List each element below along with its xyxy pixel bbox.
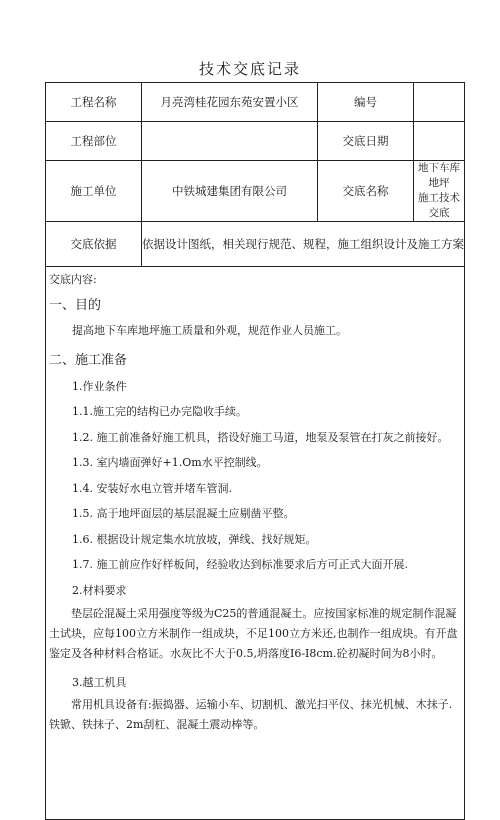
- sub-tools-text: 常用机具设备有:振捣器、运输小车、切割机、激光扫平仪、抹光机械、木抹子.铁锨、铁抹子、2m刮杠、混凝土震动棒等。: [49, 698, 453, 731]
- number-value: [414, 83, 465, 122]
- date-value: [414, 122, 465, 161]
- condition-item: 1.4. 安装好水电立管并堵车管洞.: [72, 482, 232, 495]
- brief-name-value-line2: 施工技术交底: [418, 192, 460, 219]
- department-label: 工程部位: [46, 122, 142, 161]
- condition-item: 1.5. 高于地坪面层的基层混凝土应剔凿平整。: [72, 507, 295, 520]
- contractor-value: 中铁城建集团有限公司: [142, 161, 318, 222]
- project-name-label: 工程名称: [46, 83, 142, 122]
- briefing-content: [46, 267, 464, 819]
- condition-item: 1.3. 室内墙面弹好+1.Om水平控制线。: [72, 456, 268, 469]
- department-value: [142, 122, 318, 161]
- number-label: 编号: [318, 83, 414, 122]
- basis-label: 交底依据: [46, 222, 142, 267]
- project-name-value: 月亮湾桂花园东苑安置小区: [142, 83, 318, 122]
- sub-material-title: 2.材料要求: [72, 584, 127, 597]
- brief-name-value: [414, 161, 465, 222]
- document-title: 技术交底记录: [198, 60, 301, 78]
- contractor-label: 施工单位: [46, 161, 142, 222]
- briefing-content-cell: [46, 267, 465, 820]
- condition-item: 1.7. 施工前应作好样板间，经验收达到标准要求后方可正式大面开展.: [72, 558, 408, 571]
- date-label: 交底日期: [318, 122, 414, 161]
- brief-name-label: 交底名称: [318, 161, 414, 222]
- sub-tools-title: 3.越工机具: [72, 676, 127, 689]
- condition-item: 1.6. 根据设计规定集水坑放坡，弹线、找好规矩。: [72, 533, 317, 546]
- section-preparation-title: 二、施工准备: [49, 353, 128, 368]
- section-purpose-text: 提高地下车库地坪施工质量和外观，规范作业人员施工。: [72, 324, 347, 337]
- condition-item: 1.2. 施工前准备好施工机具，搭设好施工马道，地泵及泵管在打灰之前接好。: [72, 431, 449, 444]
- section-purpose-title: 一、目的: [49, 298, 102, 313]
- sub-work-conditions-title: 1.作业条件: [72, 380, 127, 393]
- tech-briefing-form: [45, 82, 465, 820]
- content-heading: 交底内容:: [49, 273, 97, 286]
- brief-name-value-line1: 地下车库地坪: [418, 162, 460, 189]
- condition-item: 1.1.施工完的结构已办完隐收手续。: [72, 405, 247, 418]
- sub-material-text: 垫层砼混凝土采用强度等级为C25的普通混凝土。应按国家标准的规定制作混凝土试块，应每100立方米制作一组成块，不足100立方米还,也制作一组成块。有开盘鉴定及各种材料合格证。水灰比不大于0.5,坍落度I6-I8cm.砼初凝时间为8小时。: [49, 607, 458, 660]
- basis-value: 依据设计图纸，相关现行规范、规程，施工组织设计及施工方案: [142, 222, 465, 267]
